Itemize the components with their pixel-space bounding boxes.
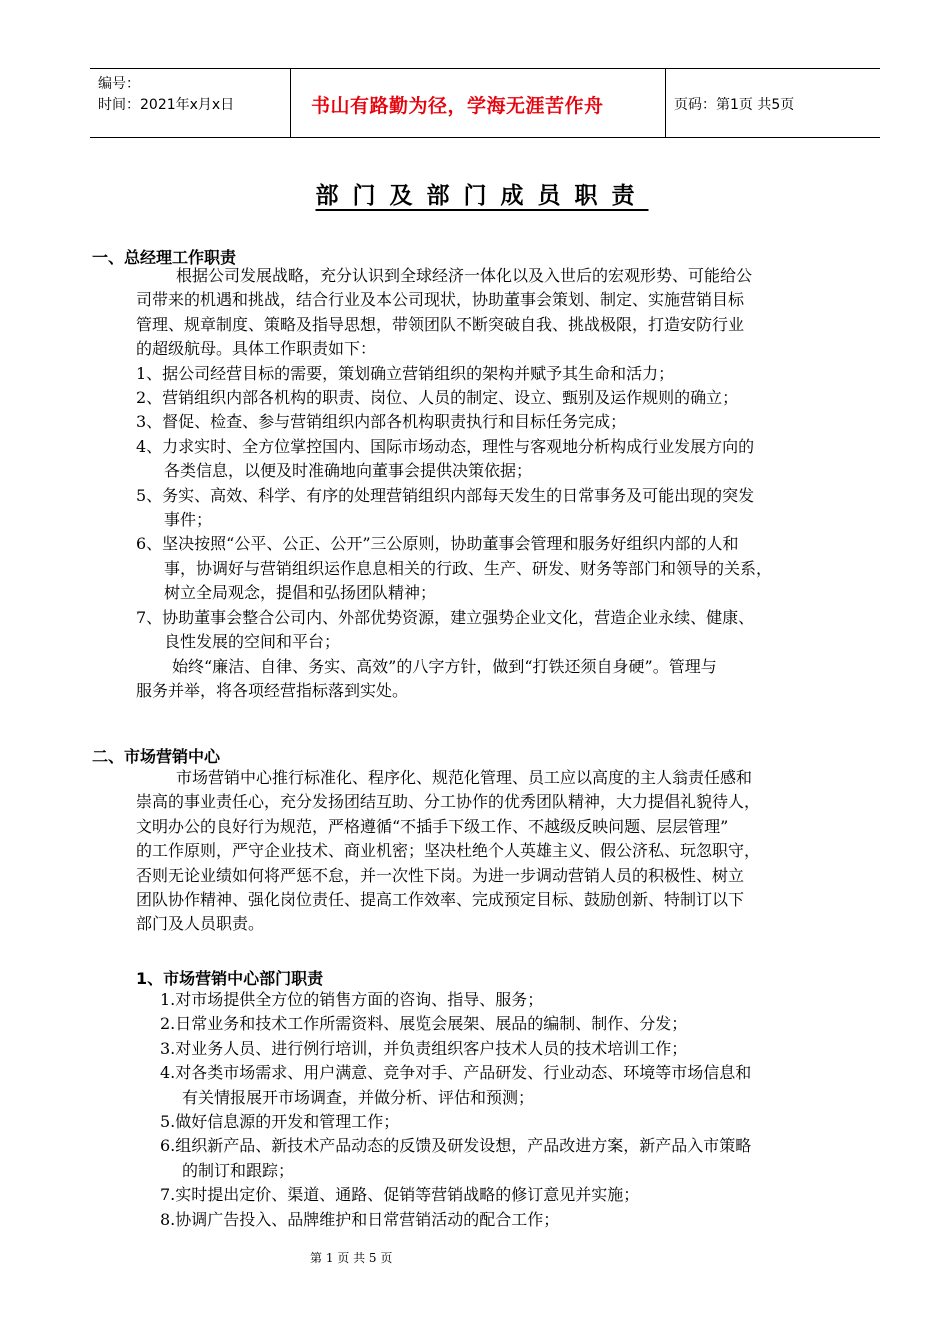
list-item: 6.组织新产品、新技术产品动态的反馈及研发设想，产品改进方案，新产品入市策略	[160, 1136, 752, 1156]
list-item: 3、督促、检查、参与营销组织内部各机构职责执行和目标任务完成；	[136, 412, 627, 432]
paragraph-line: 管理、规章制度、策略及指导思想，带领团队不断突破自我、挑战极限，打造安防行业	[136, 314, 745, 334]
header-motto-cell	[290, 69, 666, 137]
document-number-label: 编号：	[98, 76, 140, 92]
list-item-continuation: 事件；	[164, 510, 213, 530]
sub-heading: 1、市场营销中心部门职责	[136, 969, 324, 988]
paragraph-line: 团队协作精神、强化岗位责任、提高工作效率、完成预定目标、鼓励创新、特制订以下	[136, 890, 745, 910]
list-item: 3.对业务人员、进行例行培训，并负责组织客户技术人员的技术培训工作；	[160, 1038, 688, 1058]
document-header	[90, 68, 880, 138]
list-item: 4.对各类市场需求、用户满意、竞争对手、产品研发、行业动态、环境等市场信息和	[160, 1063, 752, 1083]
paragraph-line: 始终“廉洁、自律、务实、高效”的八字方针，做到“打铁还须自身硬”。管理与	[172, 656, 717, 676]
list-item: 2、营销组织内部各机构的职责、岗位、人员的制定、设立、甄别及运作规则的确立；	[136, 388, 739, 408]
header-page-cell	[664, 69, 880, 137]
section1-intro	[136, 264, 772, 703]
paragraph-line: 市场营销中心推行标准化、程序化、规范化管理、员工应以高度的主人翁责任感和	[176, 768, 753, 787]
paragraph-line: 部门及人员职责。	[136, 914, 265, 934]
list-item: 7、协助董事会整合公司内、外部优势资源，建立强势企业文化，营造企业永续、健康、	[136, 607, 755, 627]
paragraph-line: 根据公司发展战略，充分认识到全球经济一体化以及入世后的宏观形势、可能给公	[176, 266, 753, 285]
header-meta-cell	[90, 69, 290, 137]
list-item-continuation: 有关情报展开市场调查，并做分析、评估和预测；	[182, 1087, 535, 1107]
paragraph-line: 的超级航母。具体工作职责如下：	[136, 339, 377, 359]
paragraph-line: 司带来的机遇和挑战，结合行业及本公司现状，协助董事会策划、制定、实施营销目标	[136, 290, 745, 310]
paragraph-line: 否则无论业绩如何将严惩不怠，并一次性下岗。为进一步调动营销人员的积极性、树立	[136, 865, 745, 885]
section2-items	[160, 988, 751, 1232]
page-title-wrap	[0, 177, 950, 210]
document-date: 时间：2021年x月x日	[98, 97, 235, 113]
page-title: 部门及部门成员职责	[315, 183, 649, 209]
section2-intro	[136, 766, 760, 937]
list-item: 5.做好信息源的开发和管理工作；	[160, 1112, 400, 1132]
list-item-continuation: 事，协调好与营销组织运作息息相关的行政、生产、研发、财务等部门和领导的关系，	[164, 558, 773, 578]
list-item: 8.协调广告投入、品牌维护和日常营销活动的配合工作；	[160, 1209, 560, 1229]
section-heading-2: 二、市场营销中心	[92, 747, 221, 766]
header-page-info: 页码：第1页 共5页	[674, 97, 795, 113]
list-item-continuation: 树立全局观念，提倡和弘扬团队精神；	[164, 583, 437, 603]
list-item: 7.实时提出定价、渠道、通路、促销等营销战略的修订意见并实施；	[160, 1185, 640, 1205]
page-footer: 第 1 页 共 5 页	[310, 1251, 393, 1265]
list-item: 4、力求实时、全方位掌控国内、国际市场动态，理性与客观地分析构成行业发展方向的	[136, 436, 755, 456]
paragraph-line: 的工作原则，严守企业技术、商业机密；坚决杜绝个人英雄主义、假公济私、玩忽职守，	[136, 841, 761, 861]
paragraph-line: 服务并举，将各项经营指标落到实处。	[136, 680, 409, 700]
list-item-continuation: 的制订和跟踪；	[182, 1160, 295, 1180]
list-item-continuation: 各类信息，以便及时准确地向董事会提供决策依据；	[164, 461, 533, 481]
paragraph-line: 崇高的事业责任心，充分发扬团结互助、分工协作的优秀团队精神，大力提倡礼貌待人，	[136, 792, 761, 812]
header-motto: 书山有路勤为径，学海无涯苦作舟	[311, 95, 604, 117]
section-heading-1: 一、总经理工作职责	[92, 248, 237, 267]
list-item: 5、务实、高效、科学、有序的处理营销组织内部每天发生的日常事务及可能出现的突发	[136, 485, 755, 505]
list-item-continuation: 良性发展的空间和平台；	[164, 632, 341, 652]
paragraph-line: 文明办公的良好行为规范，严格遵循“不插手下级工作、不越级反映问题、层层管理”	[136, 816, 729, 836]
list-item: 1.对市场提供全方位的销售方面的咨询、指导、服务；	[160, 990, 544, 1009]
list-item: 6、坚决按照“公平、公正、公开”三公原则，协助董事会管理和服务好组织内部的人和	[136, 534, 739, 554]
list-item: 2.日常业务和技术工作所需资料、展览会展架、展品的编制、制作、分发；	[160, 1014, 688, 1034]
list-item: 1、据公司经营目标的需要，策划确立营销组织的架构并赋予其生命和活力；	[136, 363, 675, 383]
